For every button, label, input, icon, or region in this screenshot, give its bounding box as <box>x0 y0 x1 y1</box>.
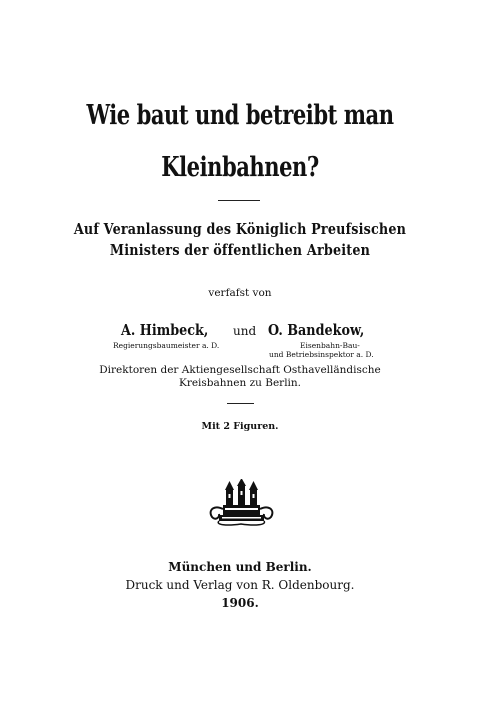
imprint-publisher: Druck und Verlag von R. Oldenbourg. <box>125 578 355 592</box>
subtitle-line-1: Auf Veranlassung des Königlich Preufsischen <box>73 221 407 238</box>
author-2-role-line-2: und Betriebsinspektor a. D. <box>269 350 374 359</box>
author-2-role-line-1: Eisenbahn-Bau- <box>300 341 360 350</box>
author-name-1: A. Himbeck, <box>121 322 209 339</box>
conjunction: und <box>233 324 257 338</box>
directors-line-1: Direktoren der Aktiengesellschaft Osthavelländische <box>99 364 381 376</box>
imprint-year: 1906. <box>221 596 259 610</box>
authored-by: verfafst von <box>208 287 272 299</box>
author-1-role: Regierungsbaumeister a. D. <box>113 341 220 350</box>
printers-mark-icon <box>205 479 277 527</box>
divider <box>227 403 254 404</box>
subtitle-line-2: Ministers der öffentlichen Arbeiten <box>109 242 371 259</box>
divider <box>218 200 260 201</box>
title-line-1: Wie baut und betreibt man <box>86 100 394 131</box>
imprint-cities: München und Berlin. <box>168 560 312 574</box>
figures-note: Mit 2 Figuren. <box>201 421 279 432</box>
author-name-2: O. Bandekow, <box>268 322 365 339</box>
directors-line-2: Kreisbahnen zu Berlin. <box>178 377 302 389</box>
title-line-2: Kleinbahnen? <box>161 152 319 183</box>
